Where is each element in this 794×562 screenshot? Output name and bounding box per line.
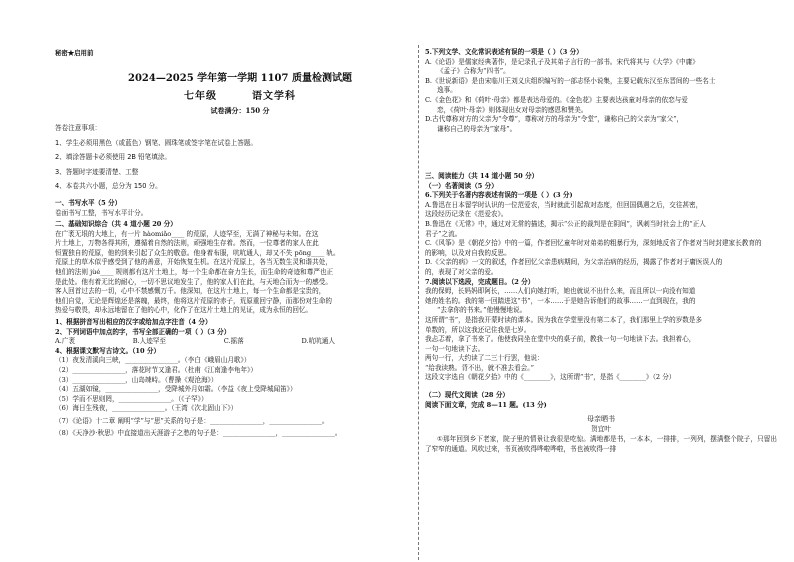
q5-line: A.《论语》是儒家经典著作，是记录孔子及其弟子言行的一部书。宋代将其与《大学》《中庸》 (425, 57, 699, 66)
q5-line: 谦称自己的母亲为“家母”。 (437, 124, 517, 133)
section-3 (425, 172, 777, 454)
section-2-passage (55, 230, 410, 316)
passage-line: 恒置独自的荒原，他的到来引起了众生的敬意。他身着布服，吭吭通人，却又不失 pōng____ 轨。 (55, 248, 340, 257)
question-7: 7.阅读以下选段，完成题目。（2 分） (425, 277, 535, 286)
notes-title: 答卷注意事项： (55, 124, 102, 132)
section-2-heading: 二、基础知识综合（共 4 道小题 20 分） (55, 220, 177, 228)
note-item: 1、学生必须用黑色（或蓝色）钢笔、圆珠笔或签字笔在试卷上答题。 (55, 138, 258, 147)
q5-line: B.《世说新语》是由宋临川王刘义庆组织编写的一部志怪小说集，主要记载东汉至东晋间的一些名士 (425, 76, 716, 85)
q5-line: D.古代尊称对方的父亲为“令尊”，尊称对方的母亲为“令堂”，谦称自己的父亲为“家父”， (425, 115, 684, 124)
q7-line: 这所谓“书”，是指我开蒙时读的课本。因为我在学堂里没有第二本了，我们那里上学的岁数是多 (425, 315, 703, 324)
grade-subject (70, 87, 410, 102)
article-author: 贺宜叶 (591, 424, 611, 433)
recite-line: （3）________________，山岛竦峙。（曹操《观沧海》） (55, 375, 218, 384)
sub-section-2: （二）现代文阅读（28 分） (425, 391, 510, 400)
q5-line: 《孟子》合称为“四书”。 (437, 67, 510, 76)
q6-line: B.鲁迅在《无常》中，通过对无常的描述，揭示“公正的裁判是在阴间”，讽刺当时社会上的“正人 (425, 219, 706, 228)
recite-line: （5）学而不思则罔，________________。（《子罕》） (55, 394, 208, 403)
recite-line: （1）夜发清溪向三峡，________________。（李白《峨眉山月歌》） (55, 356, 251, 365)
secret-label: 秘密★启用前 (55, 49, 94, 57)
question-2: 2、下列词语中加点的字，书写全部正确的一项（ ）（3 分） (55, 327, 231, 336)
option-b: B.人迹罕至 (132, 337, 167, 346)
q6-line: C.《风筝》是《朝花夕拾》中的一篇，作者回忆童年时对弟弟的粗暴行为，深刻地反省了作者对当时封建家长教育的 (425, 239, 762, 248)
recite-line-8: （8）《天净沙·秋思》中直接道出天涯游子之愁的句子是：________________，________________。 (55, 429, 342, 438)
q6-line: A.鲁迅在日本留学时认识的一位范爱农，当时就此引起敌对态度，但回国偶遇之后，交往甚密， (425, 200, 703, 209)
q5-line: 恋，《荷叶·母亲》则体现出女对母亲的感恩和赞美。 (437, 105, 588, 114)
question-5-block (425, 48, 777, 134)
q7-line: 单数的，所以这我还记住我是七岁。 (425, 325, 531, 334)
q7-line: “给我读熟。背不出，就不准去看会。” (425, 363, 534, 372)
recite-line: （2）________________，落花时节又逢君。（杜甫《江南逢李龟年》） (55, 365, 258, 374)
option-a: A.广袤 (55, 337, 76, 346)
recite-line: （4）五湖如镜，________________，受降城外月如霜。（李益《夜上受降城闻笛》） (55, 385, 297, 394)
q7-line: 一句一句地读下去。 (425, 344, 485, 353)
q7-line: 我忐忑着，拿了书来了。他使我同坐在堂中央的桌子前，教我一句一句地读下去。我担着心， (425, 335, 696, 344)
exam-title: 2024—2025 学年第一学期 1107 质量检测试题 (128, 73, 352, 84)
q5-line: 逸事。 (437, 86, 457, 95)
passage-line: 片土地上，万物各得其所，遵循着自然的法则，顽强地生存着。然而，一位尊者的家人在此 (55, 239, 319, 248)
section-3-heading: 三、阅读能力（共 14 道小题 50 分） (425, 172, 539, 180)
q7-line: “去拿你的书来。”他慢慢地说。 (437, 306, 527, 315)
option-c: C.摇落 (223, 337, 244, 346)
sub-section-2-instruction: 阅读下面文章，完成 8—11 题。(13 分) (425, 400, 547, 409)
q6-line: 这段经历记录在《范爱农》。 (425, 210, 508, 219)
article-paragraph: ①那年回到乡下老家，院子里的情景让我很是吃惊。满地都是书，一本本，一排排，一列列，摆满整个院子，只留出了窄窄的通道。风吹过来，书页被吹得哗啦哗啦，书也被吹得一排 (425, 435, 777, 454)
sub-section-1: （一）名著阅读（5 分） (425, 181, 498, 190)
recite-line-7: （7）《论语》十二章 阐明“学”与“思”关系的句子是：________________，________________。 (55, 416, 329, 425)
q7-line: 两句一行，大约读了二三十行罢，他说： (425, 354, 544, 363)
passage-line: 热爱与敬畏，却永远地留在了他的心中，化作了在这片土地上的见证，成为永恒的回忆。 (55, 306, 313, 315)
passage-line: 他们自觉，无论是辉煌还是落魄，最终，他将这片荒原的赤子，荒原重回宁静，而那份对生命的 (55, 296, 332, 305)
question-2-options (55, 337, 335, 347)
question-5: 5.下列文学、文化常识表述有误的一项是（ ）（3 分） (425, 48, 583, 56)
section-1 (55, 199, 410, 218)
q6-line: 君子”之流。 (425, 229, 462, 238)
q6-line: 的影响，以及对自我的反思。 (425, 248, 511, 257)
q7-line: 这段文字选自《朝花夕拾》中的《________》，这所谓“书”，是指《________》（2 分） (425, 373, 676, 382)
note-item: 3、答题时字迹要清楚、工整 (55, 167, 139, 176)
grade-label: 七年级 (184, 91, 218, 102)
section-2 (55, 220, 410, 439)
q5-line: C.《金色花》和《荷叶·母亲》都是表达母爱的。《金色花》主要表达孩童对母亲的依恋与爱 (425, 95, 688, 104)
score-label: 试卷满分：150 分 (210, 106, 270, 115)
q6-line: D.《父亲的病》一文的叙述，作者回忆父亲患病期间，为父亲治病的经历，揭露了作者对于庸医误人的 (425, 258, 723, 267)
column-divider (418, 45, 419, 560)
q7-line: 我的保姆，长妈妈即阿长，……人们向她打听，她也就说不出什么来，而且所以一向没有知道 (425, 287, 696, 296)
passage-line: 客人回首过去的一切，心中不禁感慨万千。他深知，在这片土地上，每一个生命都是宝贵的， (55, 287, 326, 296)
passage-line: 是此处。他有着无比的耐心，一切不思议地发生了，他的家人们在此，与天地合而为一的感受。 (55, 277, 332, 286)
question-1: 1、根据拼音写出相应的汉字或给加点字注音（4 分） (55, 317, 212, 326)
section-1-heading: 一、书写水平（5 分） (55, 199, 122, 207)
passage-line: 荒原上的草木似乎感受到了他的善意，开始恢复生机。在这片荒原上，各当无数生灵和谐共处， (55, 258, 332, 267)
q6-line: 的，表现了对父亲的爱。 (425, 267, 498, 276)
note-item: 4、本卷共六小题，总分为 150 分。 (55, 182, 162, 191)
note-item: 2、填涂答题卡必须使用 2B 铅笔填涂。 (55, 153, 172, 162)
section-1-body: 卷面书写工整，书写水平计分。 (55, 208, 148, 217)
option-d: D.吭吭通人 (301, 337, 335, 346)
subject-label: 语文学科 (251, 91, 296, 102)
article-title: 母亲晒书 (587, 415, 615, 424)
recite-line: （6）海日生残夜，________________。（王湾《次北固山下》） (55, 404, 238, 413)
notes-block (55, 124, 410, 192)
question-6: 6.下列关于名著内容表述有误的一项是（ ）(3 分) (425, 191, 573, 200)
q7-line: 她的姓名的。我的第一回踏进这“书”，一本……于是她告诉他们的故事……一直到现在，我的 (425, 296, 696, 305)
passage-line: 在广袤无垠的大地上，有一片 hàomiǎo____ 的荒原，人迹罕至，无满了神秘与未知。在这 (55, 229, 319, 238)
question-4: 4、根据课文默写古诗文。（10 分） (55, 346, 161, 355)
passage-line: 他们的法则 jùé____ 规则都有这片土地上，每一个生命都在奋力生长，而生命的奇迹和尊严也正 (55, 267, 334, 276)
